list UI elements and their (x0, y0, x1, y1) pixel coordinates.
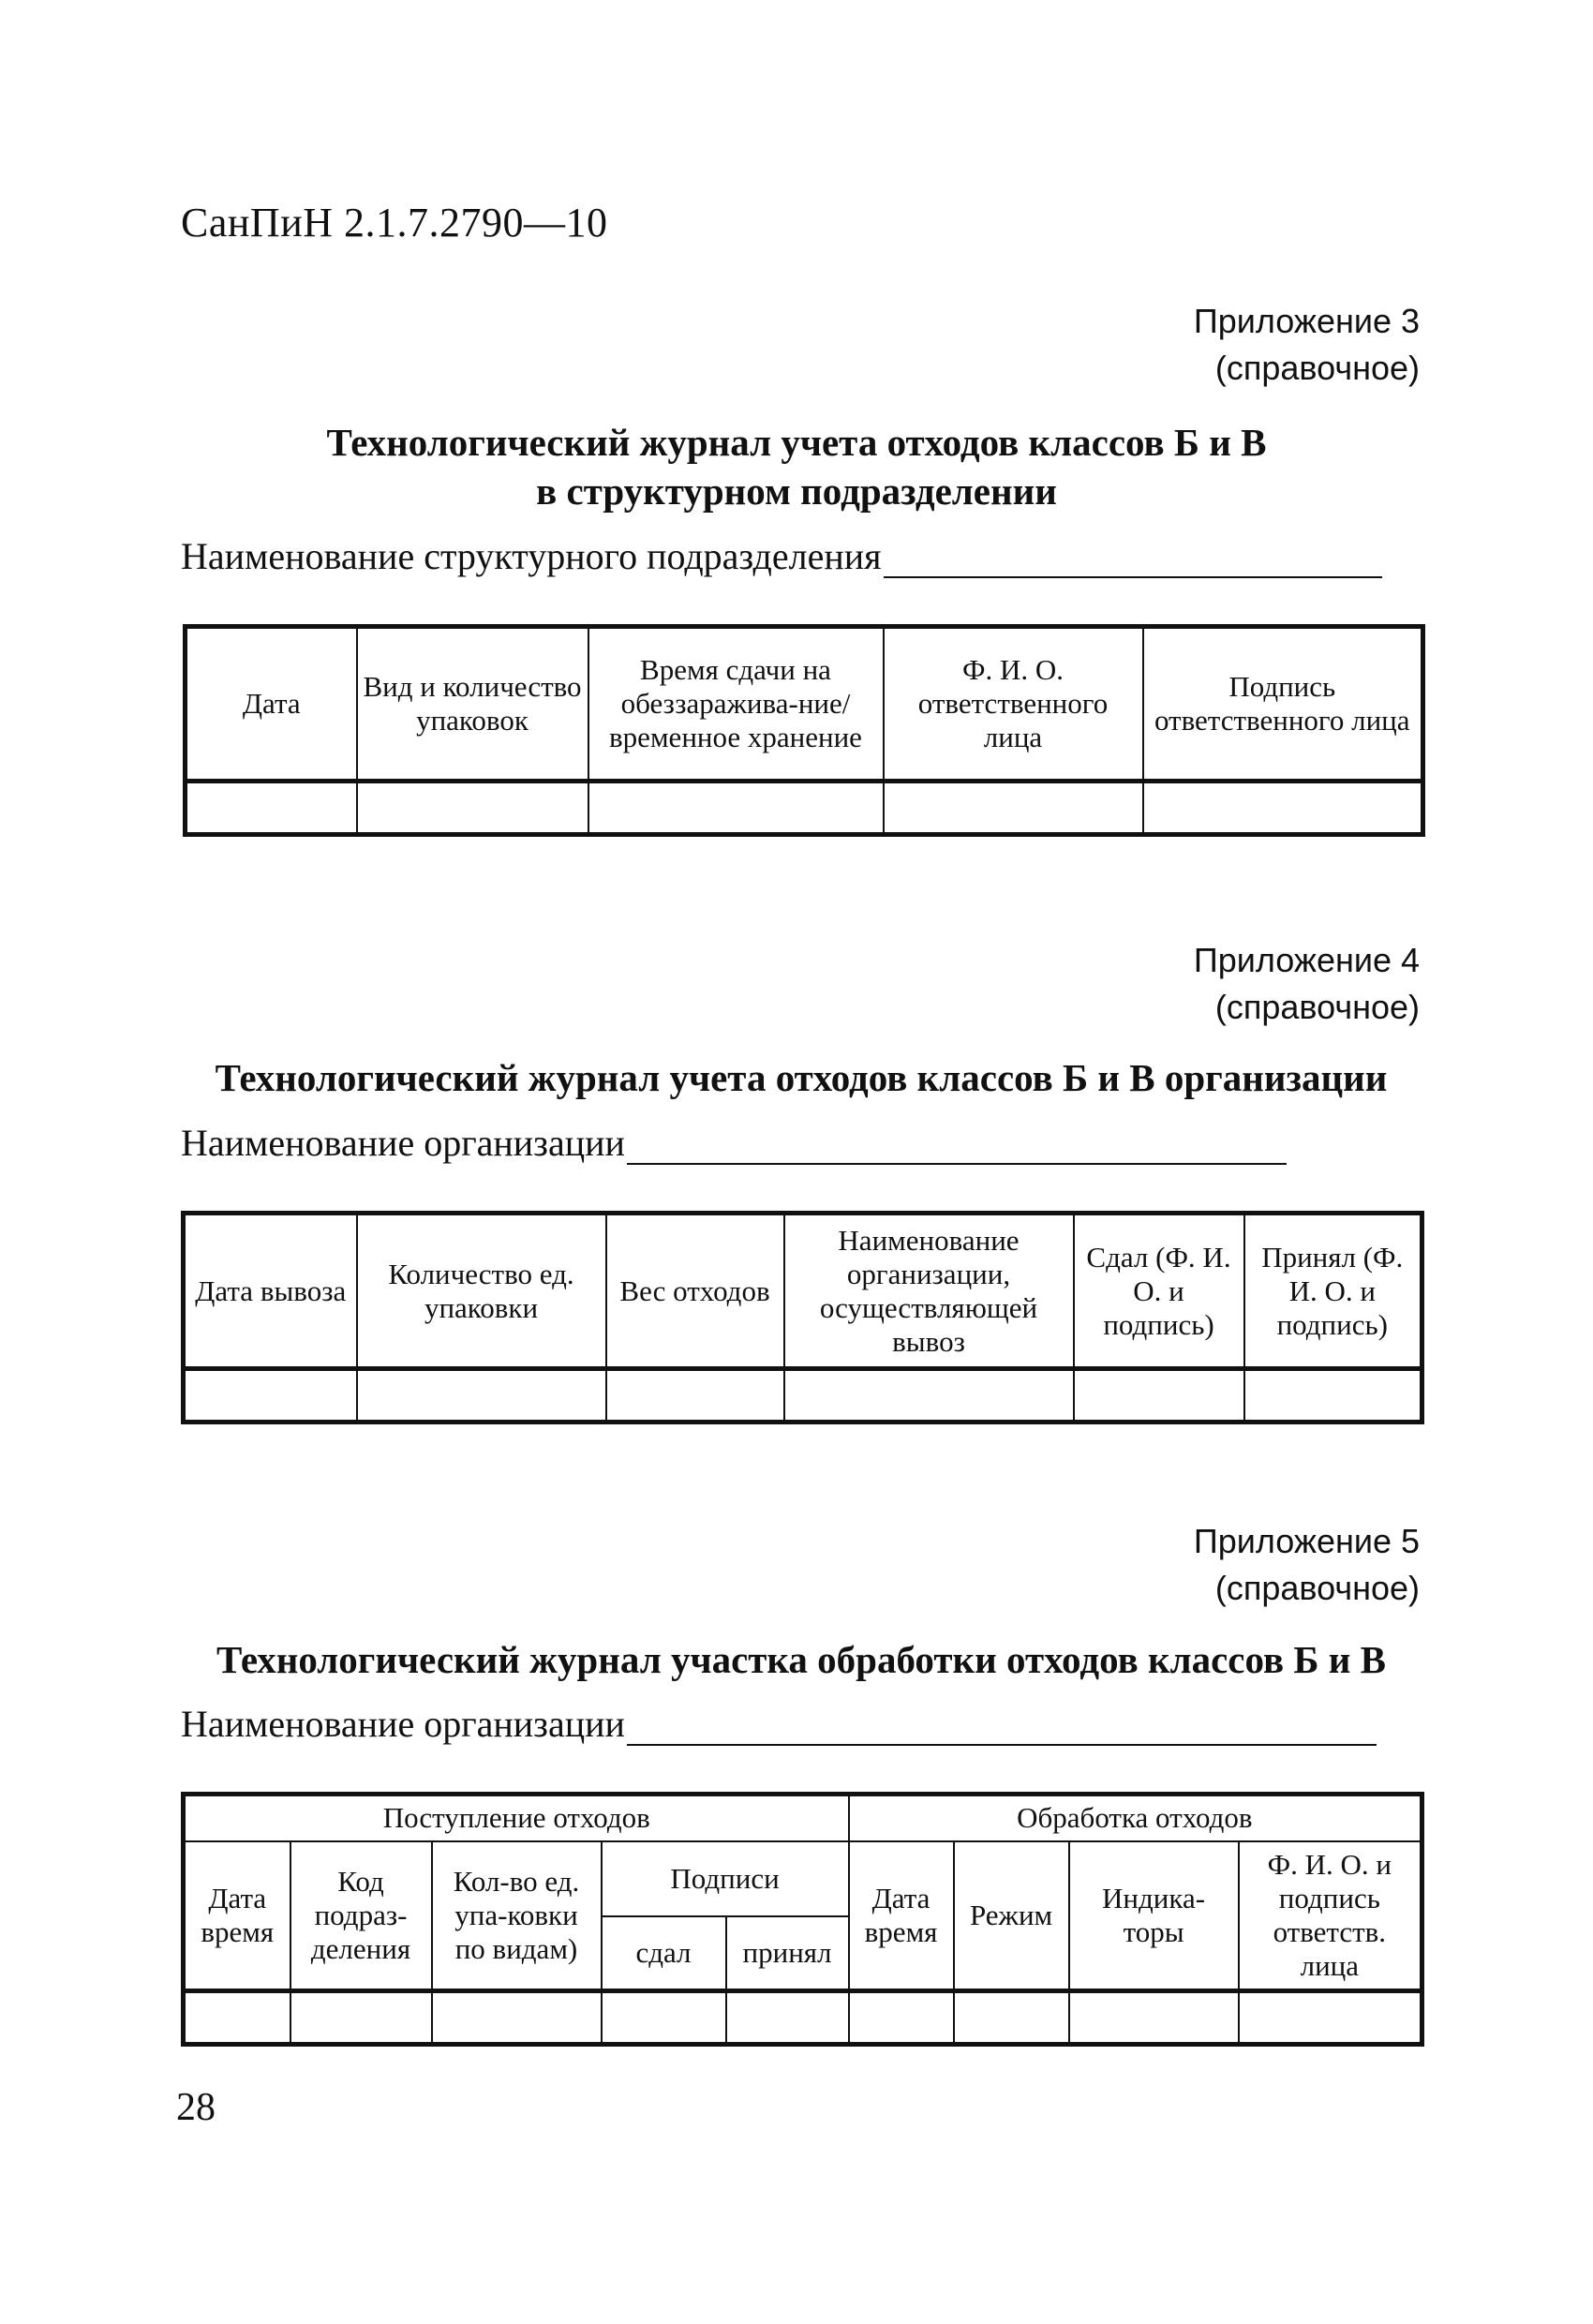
appendix-label: Приложение 3 (1193, 302, 1420, 340)
appendix-note: (справочное) (1214, 988, 1420, 1026)
column-header: Ф. И. О. и подпись ответств. лица (1239, 1841, 1422, 1991)
page-number: 28 (176, 2086, 216, 2129)
appendix-5-label (1194, 1518, 1420, 1612)
column-header: Код подраз-деления (290, 1841, 432, 1991)
table-cell (290, 1991, 432, 2045)
column-header: Количество ед. упаковки (357, 1214, 606, 1369)
group-header-processing: Обработка отходов (849, 1795, 1422, 1841)
table-cell (606, 1369, 784, 1423)
appendix-note: (справочное) (1214, 349, 1420, 387)
organization-name-blank (627, 1712, 1377, 1746)
column-header: Дата время (184, 1841, 290, 1991)
appendix-3-label (1194, 298, 1420, 392)
table-cell (1143, 782, 1423, 835)
organization-name-label: Наименование организации (181, 1703, 625, 1745)
column-header-signatures: Подписи (602, 1841, 849, 1916)
table-cell (849, 1991, 954, 2045)
appendix-label: Приложение 4 (1193, 941, 1420, 979)
column-header: Кол-во ед. упа-ковки по видам) (432, 1841, 602, 1991)
column-header: Дата вывоза (184, 1214, 357, 1369)
table-cell (602, 1991, 726, 2045)
column-header: Время сдачи на обеззаражива-ние/временное хранение (588, 627, 884, 782)
column-header: Индика-торы (1069, 1841, 1239, 1991)
column-header: Сдал (Ф. И. О. и подпись) (1074, 1214, 1244, 1369)
table-cell (357, 1369, 606, 1423)
subdivision-name-blank (884, 544, 1382, 578)
organization-name-line (181, 1121, 1287, 1165)
table-cell (1074, 1369, 1244, 1423)
column-header: Наименование организации, осуществляющей вывоз (784, 1214, 1074, 1369)
column-header: Дата время (849, 1841, 954, 1991)
table-row (186, 782, 1423, 835)
title-line: в структурном подразделении (536, 469, 1057, 513)
appendix-label: Приложение 5 (1193, 1522, 1420, 1560)
column-header: сдал (602, 1916, 726, 1991)
table-cell (186, 782, 357, 835)
table-cell (588, 782, 884, 835)
table-cell (1239, 1991, 1422, 2045)
table-cell (1069, 1991, 1239, 2045)
table-row (184, 1369, 1422, 1423)
column-header: Подпись ответственного лица (1143, 627, 1423, 782)
appendix-3-table (183, 624, 1425, 837)
appendix-4-label (1194, 937, 1420, 1031)
subdivision-name-label: Наименование структурного подразделения (181, 535, 882, 577)
column-header: Принял (Ф. И. О. и подпись) (1244, 1214, 1422, 1369)
table-cell (884, 782, 1143, 835)
appendix-4-title: Технологический журнал учета отходов классов Б и В организации (215, 1056, 1388, 1099)
organization-name-line-2 (181, 1702, 1377, 1746)
subdivision-name-line (181, 534, 1382, 578)
appendix-note: (справочное) (1214, 1569, 1420, 1607)
column-header: Вес отходов (606, 1214, 784, 1369)
table-row (184, 1991, 1422, 2045)
table-cell (1244, 1369, 1422, 1423)
title-line: Технологический журнал учета отходов классов Б и В (326, 421, 1267, 464)
table-cell (184, 1991, 290, 2045)
table-cell (954, 1991, 1069, 2045)
group-header-receipt: Поступление отходов (184, 1795, 849, 1841)
table-cell (184, 1369, 357, 1423)
appendix-5-title: Технологический журнал участка обработки отходов классов Б и В (216, 1638, 1386, 1681)
column-header: Ф. И. О. ответственного лица (884, 627, 1143, 782)
organization-name-blank (627, 1131, 1287, 1165)
column-header: Дата (186, 627, 357, 782)
table-cell (726, 1991, 849, 2045)
table-cell (432, 1991, 602, 2045)
column-header: принял (726, 1916, 849, 1991)
appendix-4-table (181, 1211, 1424, 1424)
organization-name-label: Наименование организации (181, 1122, 625, 1164)
document-code: СанПиН 2.1.7.2790—10 (181, 200, 608, 246)
table-cell (784, 1369, 1074, 1423)
column-header: Вид и количество упаковок (357, 627, 588, 782)
appendix-3-title (178, 418, 1415, 515)
column-header: Режим (954, 1841, 1069, 1991)
appendix-5-table (181, 1792, 1424, 2047)
table-cell (357, 782, 588, 835)
